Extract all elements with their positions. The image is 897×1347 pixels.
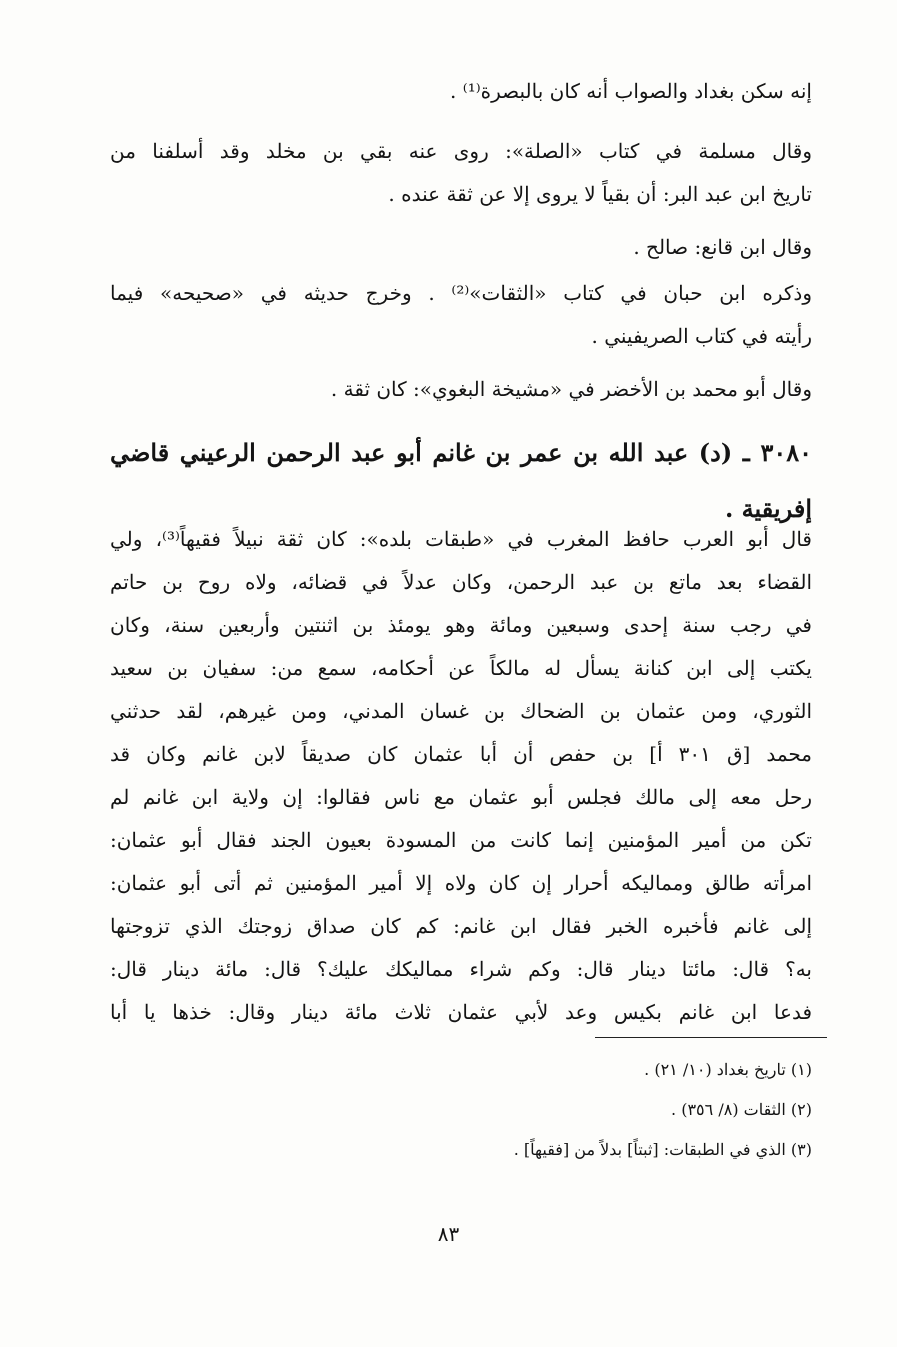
para-ibn-akhdar	[110, 368, 812, 411]
page-number: ٨٣	[437, 1222, 460, 1246]
footnote-2: (٢) الثقات (٨/ ٣٥٦) .	[671, 1100, 812, 1119]
text-line: وذكره ابن حبان في كتاب «الثقات»⁽²⁾ . وخرج حديثه في «صحيحه» فيما	[110, 281, 812, 305]
text-line: إلى غانم فأخبره الخبر فقال ابن غانم: كم كان صداق زوجتك الذي تزوجتها	[110, 914, 812, 938]
text-line: وقال أبو محمد بن الأخضر في «مشيخة البغوي»: كان ثقة .	[330, 377, 812, 401]
text-line: محمد [ق ٣٠١ أ] بن حفص أن أبا عثمان كان صديقاً لابن غانم وكان قد	[110, 742, 812, 766]
text-line: امرأته طالق ومماليكه أحرار إن كان ولاه إلا أمير المؤمنين ثم أتى أبو عثمان:	[110, 871, 812, 895]
text-line: في رجب سنة إحدى وسبعين ومائة وهو يومئذ بن اثنتين وأربعين سنة، وكان	[110, 613, 812, 637]
text-line: فدعا ابن غانم بكيس وعد لأبي عثمان ثلاث مائة دينار وقال: خذها يا أبا	[110, 1000, 812, 1024]
text-line: وقال ابن قانع: صالح .	[633, 235, 812, 259]
footnote-3: (٣) الذي في الطبقات: [ثبتاً] بدلاً من [فقيهاً] .	[513, 1140, 812, 1159]
para-ibn-qani	[110, 226, 812, 269]
footnote-separator	[595, 1037, 827, 1038]
text-line: رأيته في كتاب الصريفيني .	[591, 324, 812, 348]
para-ibn-hibban	[110, 272, 812, 358]
text-line: الثوري، ومن عثمان بن الضحاك بن غسان المدني، ومن غيرهم، لقد حدثني	[110, 699, 812, 723]
entry-body	[110, 518, 812, 1034]
footnote-1: (١) تاريخ بغداد (١٠/ ٢١) .	[644, 1060, 812, 1079]
text-line: قال أبو العرب حافظ المغرب في «طبقات بلده»: كان ثقة نبيلاً فقيهاً⁽³⁾، ولي	[110, 527, 812, 551]
text-line: به؟ قال: مائتا دينار قال: وكم شراء مماليكك عليك؟ قال: مائة دينار قال:	[110, 957, 812, 981]
text-line: تاريخ ابن عبد البر: أن بقياً لا يروى إلا عن ثقة عنده .	[388, 182, 812, 206]
text-line: تكن من أمير المؤمنين إنما كانت من المسودة بعيون الجند فقال أبو عثمان:	[110, 828, 812, 852]
para-basra	[110, 70, 812, 113]
heading-line: إفريقية .	[724, 494, 812, 523]
text-line: إنه سكن بغداد والصواب أنه كان بالبصرة⁽¹⁾ .	[450, 79, 812, 103]
text-line: القضاء بعد ماتع بن عبد الرحمن، وكان عدلاً في قضائه، ولاه روح بن حاتم	[110, 570, 812, 594]
text-line: وقال مسلمة في كتاب «الصلة»: روى عنه بقي بن مخلد وقد أسلفنا من	[110, 139, 812, 163]
text-line: يكتب إلى ابن كنانة يسأل له مالكاً عن أحكامه، سمع من: سفيان بن سعيد	[110, 656, 812, 680]
para-maslama	[110, 130, 812, 216]
text-line: رحل معه إلى مالك فجلس أبو عثمان مع ناس فقالوا: إن ولاية ابن غانم لم	[110, 785, 812, 809]
footnotes	[200, 1050, 812, 1170]
heading-line: ٣٠٨٠ ـ (د) عبد الله بن عمر بن غانم أبو عبد الرحمن الرعيني قاضي	[110, 438, 812, 467]
